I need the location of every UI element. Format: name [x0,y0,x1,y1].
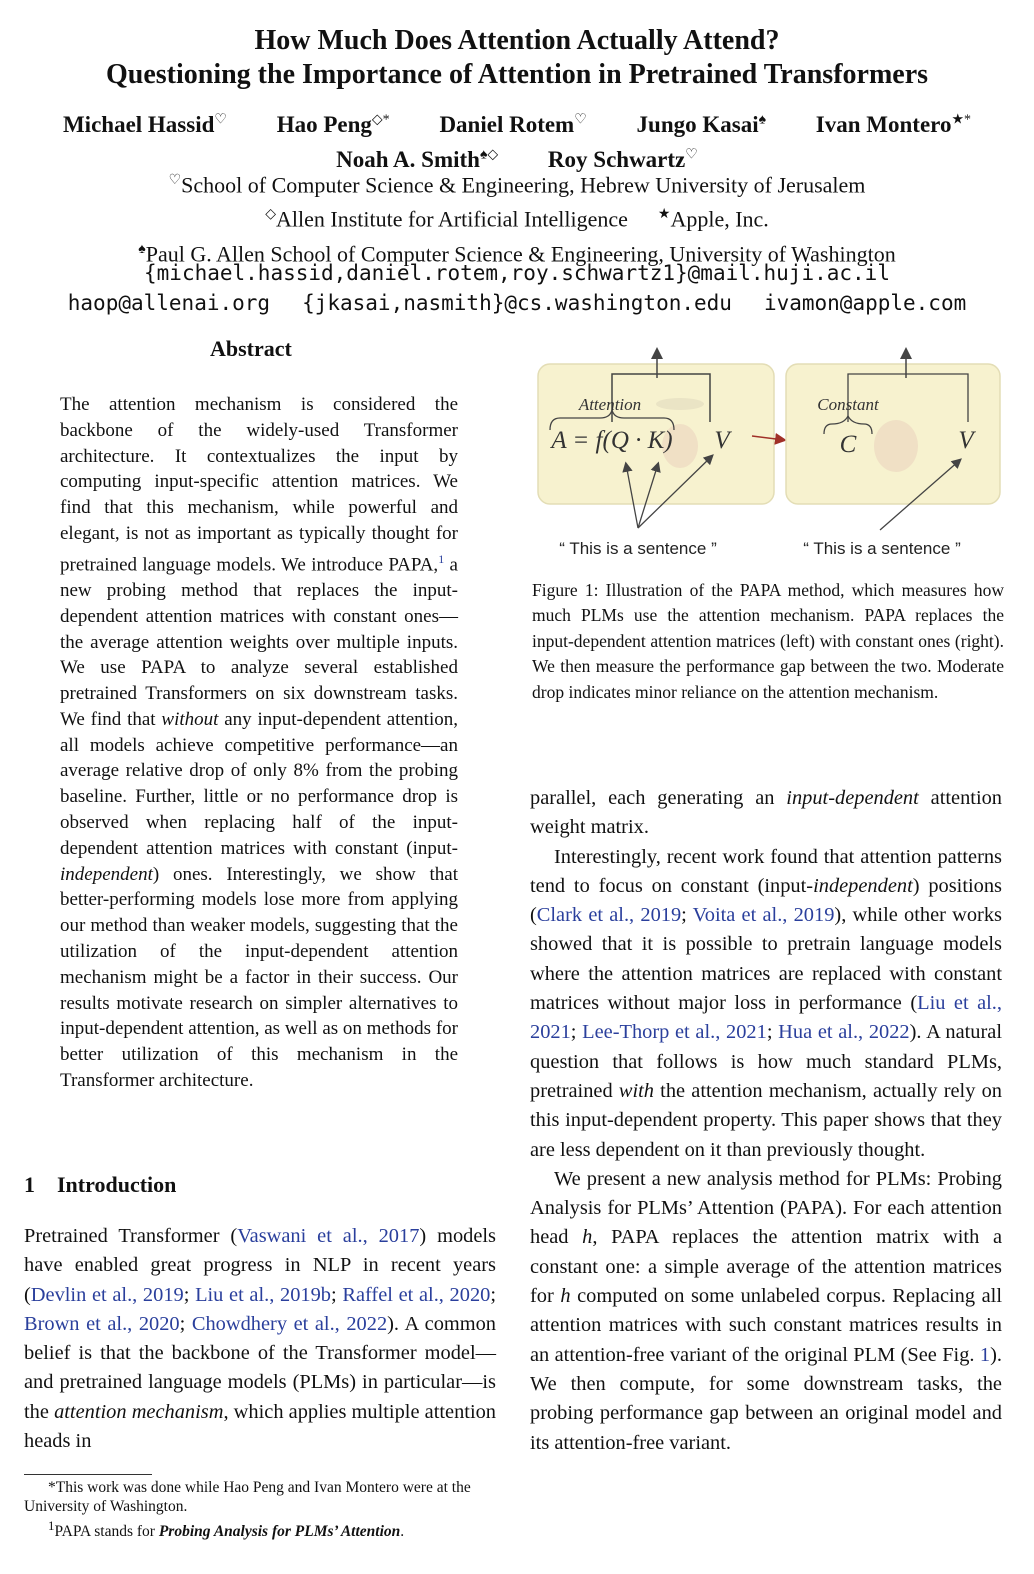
author-emails [0,258,1034,318]
paragraph-method: We present a new analysis method for PLMs: Probing Analysis for PLMs’ Attention (PAPA). For each attention head h, PAPA replaces the attention matrix with a constant one: a simple average of the attention matrices for h computed on some unlabeled corpus. Replacing all attention matrices with such constant matrices results in an attention-free variant of the original PLM (See Fig. 1). We then compute, for some downstream tasks, the probing performance gap between an original model and its attention-free variant. [530,1167,1002,1454]
citation-link[interactable]: Brown et al., 2020 [24,1312,180,1335]
figure-1-caption: Figure 1: Illustration of the PAPA method, which measures how much PLMs use the attention mechanism. PAPA replaces the input-dependent attention matrices (left) with constant ones (right). We then measure the performance gap between the two. Moderate drop indicates minor reliance on the attention mechanism. [532,580,1004,702]
author: Noah A. Smith♠◇ [336,147,499,173]
attention-label: Attention [578,395,642,414]
footnote-star: *This work was done while Hao Peng and Ivan Montero were at the University of Washington. [24,1479,471,1515]
footnotes [24,1478,498,1541]
citation-link[interactable]: Clark et al., 2019 [536,904,682,927]
author-list [0,104,1034,175]
author: Ivan Montero★* [815,111,972,137]
title-line-1: How Much Does Attention Actually Attend? [254,25,780,56]
input-sentence-left: “ This is a sentence ” [559,539,717,558]
affiliation-huji: ♡School of Computer Science & Engineering, Hebrew University of Jerusalem [168,172,866,198]
author: Michael Hassid♡ [62,111,227,137]
citation-link[interactable]: Raffel et al., 2020 [342,1283,491,1306]
affiliation-ai2-apple: ◇Allen Institute for Artificial Intelligence ★Apple, Inc. [265,206,769,232]
paragraph-related-work: Interestingly, recent work found that attention patterns tend to focus on constant (input-independent) positions (Clark et al., 2019; Voita et al., 2019), while other works showed that it is possible to pretrain language models where the attention matrices are replaced with constant matrices without major loss in performance (Liu et al., 2021; Lee-Thorp et al., 2021; Hua et al., 2022). A natural question that follows is how much standard PLMs, pretrained with the attention mechanism, actually rely on this input-dependent property. This paper shows that they are less dependent on it than previously thought. [530,845,1003,1161]
input-sentence-right: “ This is a sentence ” [803,539,961,558]
citation-link[interactable]: Vaswani et al., 2017 [237,1225,420,1247]
citation-link[interactable]: Liu et al., 2019b [195,1283,331,1306]
author: Jungo Kasai♠ [636,111,767,137]
footnote-1: $^1$PAPA stands for Probing Analysis for PLMs’ Attention. [48,1518,405,1541]
citation-link[interactable]: Chowdhery et al., 2022 [191,1312,388,1335]
citation-link[interactable]: Voita et al., 2019 [692,904,835,927]
citation-link[interactable]: Devlin et al., 2019 [30,1283,184,1306]
papa-diagram [530,334,1010,574]
paragraph-continuation: parallel, each generating an input-dependent attention weight matrix. [530,787,1002,839]
figure-1-illustration [530,334,1010,574]
value-matrix-left: V [714,427,730,454]
author: Hao Peng◇* [276,111,390,137]
paper-title [0,24,1034,92]
right-column-text [530,784,1002,1458]
citation-link[interactable]: Lee-Thorp et al., 2021 [582,1021,767,1044]
email-line-2: haop@allenai.org {jkasai,nasmith}@cs.washington.edu ivamon@apple.com [67,291,967,315]
constant-matrix: C [839,431,857,458]
attention-formula: A = f(Q · K) [551,427,673,454]
email-line-1: {michael.hassid,daniel.rotem,roy.schwartz1}@mail.huji.ac.il [144,261,890,285]
value-matrix-right: V [958,427,974,454]
title-line-2: Questioning the Importance of Attention in Pretrained Transformers [105,59,929,90]
section-heading-introduction: 1 Introduction [24,1172,177,1197]
abstract-heading: Abstract [210,336,292,361]
affiliation-uw: ♠Paul G. Allen School of Computer Science & Engineering, University of Washington [138,240,896,266]
author: Roy Schwartz♡ [547,147,698,173]
author: Daniel Rotem♡ [439,111,587,137]
footnote-divider [24,1474,152,1475]
footnote-ref[interactable]: 1 [438,551,445,566]
introduction-paragraph: Pretrained Transformer (Vaswani et al., 2017) models have enabled great progress in NLP in recent years (Devlin et al., 2019; Liu et al., 2019b; Raffel et al., 2020; Brown et al., 2020; Chowdhery et al., 2022). A common belief is that the backbone of the Transformer model—and pretrained language models (PLMs) in particular—is the attention mechanism, which applies multiple attention heads in [24,1225,497,1453]
figure-reference-link[interactable]: 1 [979,1343,991,1366]
citation-link[interactable]: Hua et al., 2022 [778,1021,910,1044]
affiliations [0,166,1034,269]
citation-link[interactable]: Liu et al., 2021 [530,992,1002,1044]
abstract-body: The attention mechanism is considered the backbone of the widely-used Transformer architecture. It contextualizes the input by computing input-specific attention matrices. We find that this mechanism, while powerful and elegant, is not as important as typically thought for pretrained language models. We introduce PAPA,$^1$ a new probing method that replaces the input-dependent attention matrices with constant ones—the average attention weights over multiple inputs. We use PAPA to analyze several established pretrained Transformers on six downstream tasks. We find that without any input-dependent attention, all models achieve competitive performance—an average relative drop of only 8% from the probing baseline. Further, little or no performance drop is observed when replacing half of the input-dependent attention matrices with constant (input-independent) ones. Interestingly, we show that better-performing models lose more from applying our method than weaker models, suggesting that the utilization of the input-dependent attention mechanism might be a factor in their success. Our results motivate research on simpler alternatives to input-dependent attention, as well as on methods for better utilization of this mechanism in the Transformer architecture. [60,394,458,1092]
constant-label: Constant [817,395,879,414]
